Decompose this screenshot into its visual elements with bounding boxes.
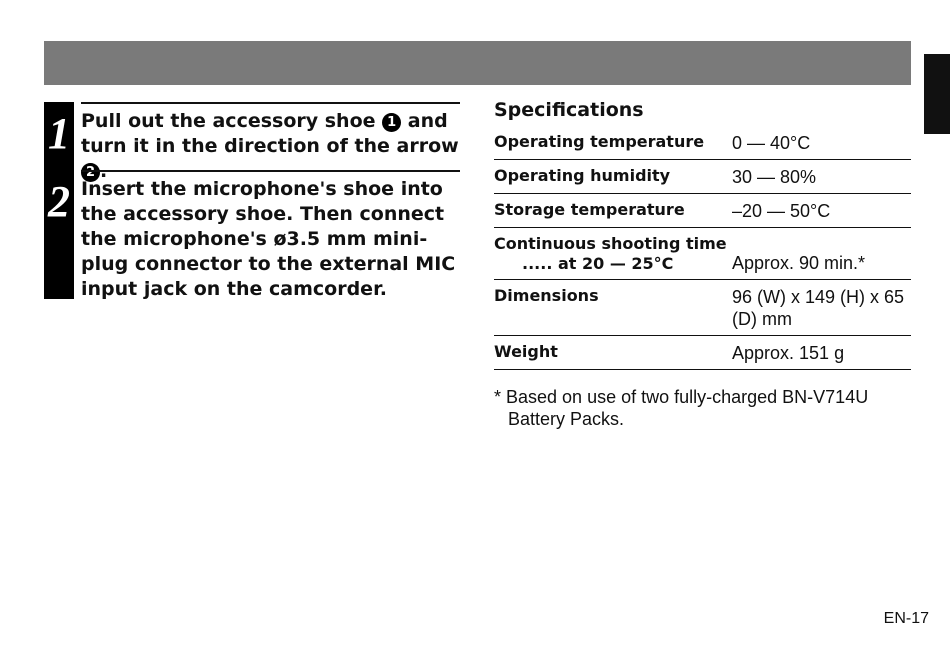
spec-label: Operating humidity [494,166,671,185]
spec-row [494,280,911,336]
step-1 [44,102,460,182]
spec-row [494,126,911,160]
spec-row [494,336,911,370]
spec-row [494,228,911,280]
step-text: Insert the microphone's shoe into the accessory shoe. Then connect the microphone's ø3.5 mm mini-plug connector to the external MIC input jack on the camcorder. [81,170,460,302]
spec-label: Weight [494,342,558,361]
spec-value: 96 (W) x 149 (H) x 65 (D) mm [732,287,905,329]
spec-value: Approx. 90 min.* [732,253,866,273]
page-number: EN-17 [883,610,929,627]
spec-label: Storage temperature [494,200,685,219]
spec-value: 30 — 80% [732,167,817,187]
step-number: 2 [44,170,74,299]
step-text: Pull out the accessory shoe 1 and turn it in the direction of the arrow 2 . [81,102,460,184]
circled-number-icon: 1 [382,113,401,132]
specifications-title: Specifications [494,99,644,121]
spec-label: Dimensions [494,286,599,305]
header-band [44,41,911,85]
spec-label: Operating temperature [494,132,705,151]
step-2 [44,170,460,299]
spec-sublabel: ..... at 20 — 25°C [522,254,674,273]
spec-value: Approx. 151 g [732,343,845,363]
side-tab [924,54,950,134]
step-number: 1 [44,102,74,171]
spec-label: Continuous shooting time ..... at 20 — 25°C [494,234,732,274]
footnote: * Based on use of two fully-charged BN-V714U Battery Packs. [494,387,869,429]
spec-row [494,160,911,194]
spec-value: –20 — 50°C [732,201,831,221]
spec-row [494,194,911,228]
specifications-table [494,96,911,370]
spec-value: 0 — 40°C [732,133,811,153]
circled-number-icon: 2 [81,163,100,182]
